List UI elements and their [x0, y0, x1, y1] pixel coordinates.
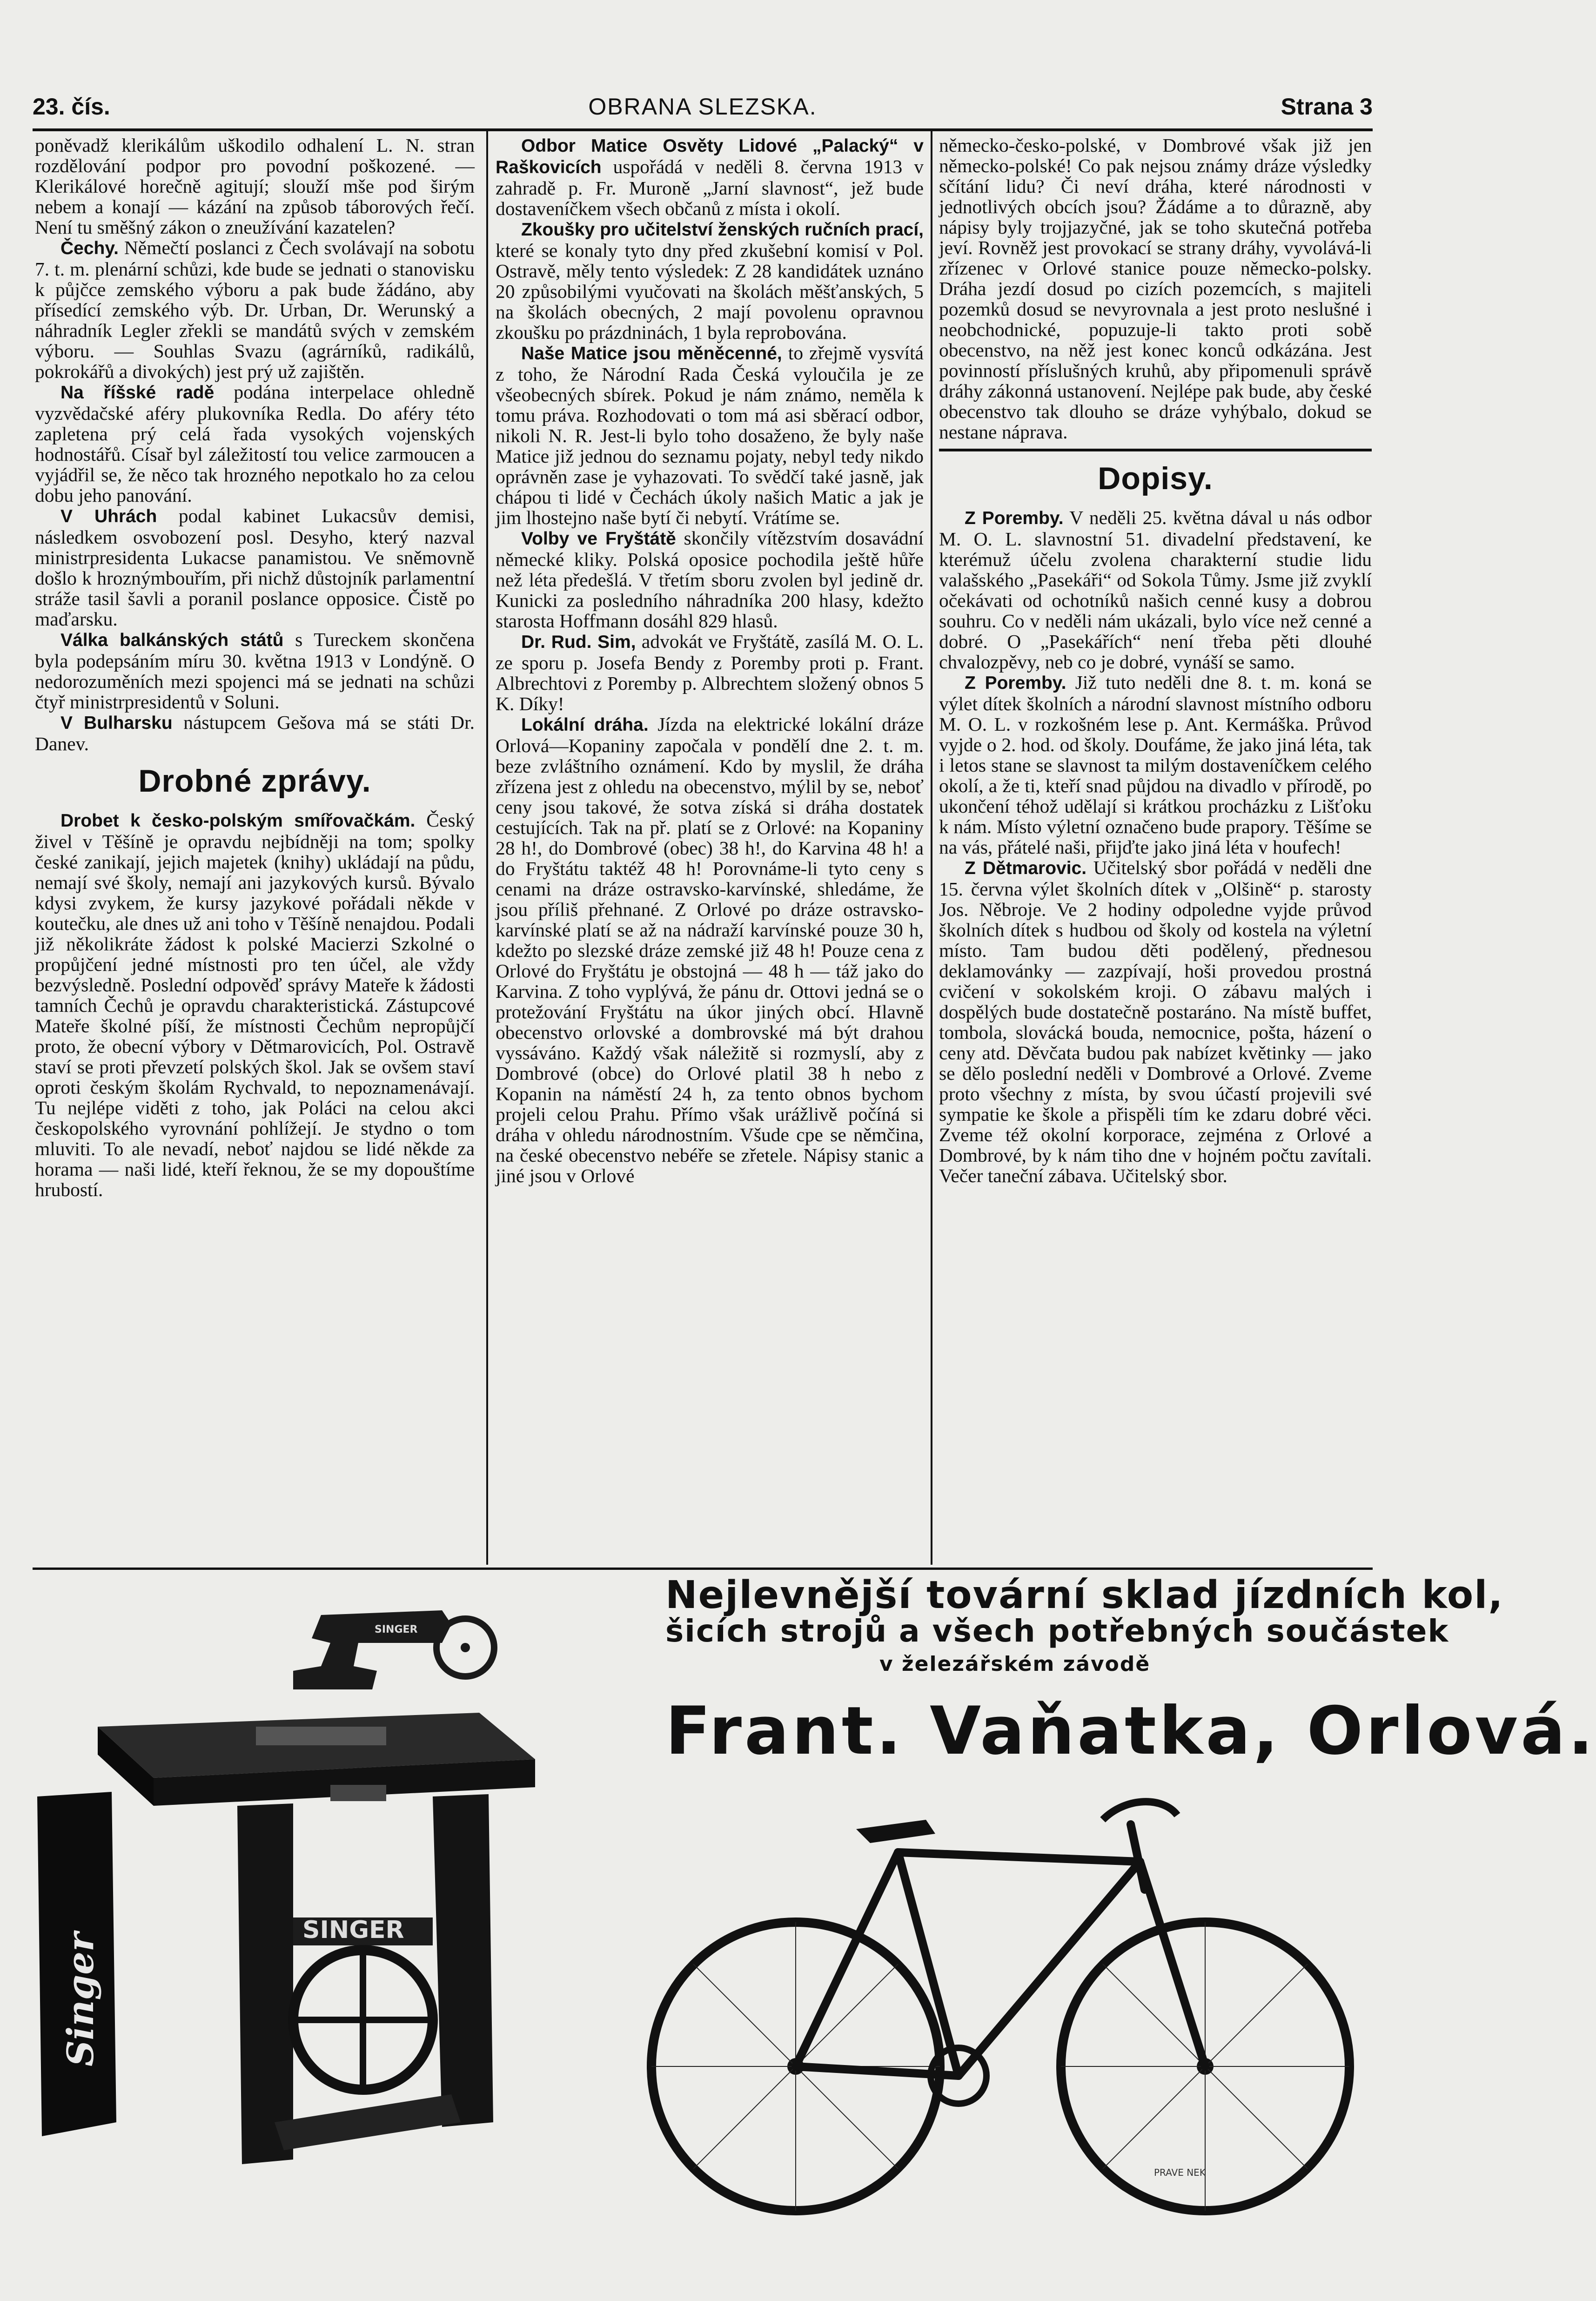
section-rule: [939, 449, 1372, 451]
news-item: Na říšské radě podána interpelace ohledně vyzvědačské aféry plukovníka Redla. Do aféry této zapletena prý celá řada vysokých vojenských hodnostářů. Císař byl záležitostí tou velice zarmoucen a vyjádřil se, že něco tak hrozného nepotkalo ho za celou dobu jeho panování.: [35, 381, 475, 506]
news-item: Dr. Rud. Sim, advokát ve Fryštátě, zasílá M. O. L. ze sporu p. Josefa Bendy z Poremby proti p. Frant. Albrechtovi z Poremby p. Albrechtem složený obnos 5 K. Díky!: [496, 631, 924, 714]
column-divider: [486, 131, 488, 1565]
section-heading: Dopisy.: [1098, 461, 1213, 496]
news-item: Volby ve Fryštátě skončily vítězstvím dosavádní německé kliky. Polská oposice pochodila ještě hůře než léta předešlá. V třetím sboru zvolen byl jedině dr. Kunicki za posledního náhradníka 200 hlasy, kdežto starosta Hoffmann dosáhl 829 hlasů.: [496, 527, 924, 632]
news-item: Drobet k česko-polským smířovačkám. Český živel v Těšíně je opravdu nejbídněji na tom; spolky české zanikají, jejich majetek (knihy) ukládají na půdu, nemají své školy, nemají ani jazykových kursů. Bývalo kdysi zvykem, že kursy jazykové pořádali někde v koutečku, ale dnes už ani toho v Těšíně nenajdou. Podali již několikráte žádost k polské Macierzi Szkolné o propůjčení jedné místnosti pro ten účel, ale vždy bezvýsledně. Poslední odpověď správy Mateře k žádosti tamních Čechů je opravdu charakteristická. Zástupcové Mateře školné píší, že místnosti Čechům nepropůjčí proto, že obecní výbory v Dětmarovicích, Pol. Ostravě staví se proti převzetí polských škol. Jak se ovšem staví oproti českým školám Rychvald, to nepoznamenávají. Tu nejlépe viděti z toho, jak Poláci na celou akci českopolského vyrovnání pohlížejí. Je stydno o tom mluviti. To ale nevadí, neboť najdou se lidé někde za horama — naši lidé, kteří řeknou, že se my dopouštíme hrubostí.: [35, 809, 475, 1200]
engraver-mark: PRAVE NEK: [1154, 2167, 1206, 2178]
news-item: Naše Matice jsou měněcenné, to zřejmě vysvítá z toho, že Národní Rada Česká vyloučila je ze všeobecných sbírek. Pokud je nám známo, neměla k tomu práva. Rozhodovati o tom má asi sběrací odbor, nikoli N. R. Jest-li bylo toho dosaženo, že byly naše Matice již jednou do seznamu pojaty, nebyl tedy nikdo oprávněn zase je vyhazovati. To svědčí také jasně, jak chápou ti lidé v Čechách úkoly našich Matic a jak je jim lhostejno naše bytí či nebytí. Vrátíme se.: [496, 342, 924, 528]
article-continued: poněvadž klerikálům uškodilo odhalení L. N. stran rozdělování podpor pro povodní poškozené. — Klerikálové horečně agitují; slouží mše pod širým nebem a konají — kázání na způsob táborových řečí. Není tu směšný zákon o zneužívání kazatelen?: [35, 135, 475, 238]
page-number: Strana 3: [1281, 94, 1373, 120]
advert-rule: [33, 1568, 1373, 1570]
header-rule: [33, 128, 1373, 131]
wheel-hub: [461, 1643, 470, 1652]
machine-bed: [256, 1727, 386, 1745]
ad-subline: šicích strojů a všech potřebných součástek: [665, 1613, 1449, 1649]
news-item: Lokální dráha. Jízda na elektrické lokální dráze Orlová—Kopaniny započala v pondělí dne 2. t. m. beze zvláštního oznámení. Kdo by myslil, že dráha zřízena jest z ohledu na obecenstvo, mýlil by se, neboť ceny jsou takové, že sotva získá si dráha dostatek cestujících. Tak na př. platí se z Orlové: na Kopaniny 28 h!, do Dombrové (obec) 38 h!, do Karvina 48 h! a do Fryštátu taktéž 48 h! Porovnáme-li tyto ceny s cenami na dráze ostravsko-karvínské, shledáme, že jsou příliš přehnané. Z Orlové po dráze ostravsko-karvínské platí se až na nádraží karvínské pouze 30 h, kdežto po slezské dráze zemské již 48 h! Pouze cena z Orlové do Fryštátu je obstojná — 48 h — táž jako do Karvina. Z toho vyplývá, že pánu dr. Ottovi jedná se o protežování Fryštátu na úkor jiných obcí. Hlavně obecenstvo orlovské a dombrovské má být drahou vyssáváno. Každý však náležitě si rozmyslí, aby z Dombrové (obce) do Orlové platil 38 h nebo z Kopanin na náměstí 24 h, za tento obnos bychom projeli celou Prahu. Přímo však urážlivě počíná si dráha v ohledu národnostním. Všude cpe se němčina, na české obecenstvo nebéře se zřetele. Nápisy stanic a jiné jsou v Orlové: [496, 713, 924, 1186]
advertisement: [33, 1573, 1596, 2243]
handlebar: [1103, 1802, 1177, 1820]
column-divider: [931, 131, 932, 1565]
issue-number: 23. čís.: [33, 94, 110, 120]
cover-brand: Singer: [60, 1932, 102, 2066]
section-heading: Drobné zprávy.: [138, 763, 371, 799]
news-item: Z Poremby. V neděli 25. května dával u nás odbor M. O. L. slavnostní 51. divadelní představení, ke kterémuž účelu zvolena charakterní studie lidu valašského „Pasekáři“ od Sokola Tůmy. Jsme již zvyklí očekávati od ochotníků našich cenné kusy a dobrou souhru. Co v neděli nám ukázali, bylo více než cenné a dobré. O „Pasekářích“ není třeba pěti dlouhé chvalozpěvy, neb co je dobré, vynáší se samo.: [939, 507, 1372, 673]
news-item: Zkoušky pro učitelství ženských ručních prací, které se konaly tyto dny před zkušební komisí v Pol. Ostravě, měly tento výsledek: Z 28 kandidátek uznáno 20 způsobilými vyučovati na školách měšťanských, 5 na školách obecných, 2 mají povolenu opravnou zkoušku po prázdninách, 1 byla reprobována.: [496, 220, 924, 343]
drawer: [330, 1785, 386, 1801]
bicycle-illustration: [637, 1787, 1373, 2243]
page-header: [33, 93, 1373, 126]
news-item: Odbor Matice Osvěty Lidové „Palacký“ v Raškovicích uspořádá v neděli 8. června 1913 v zahradě p. Fr. Muroně „Jarní slavnost“, jež bude dostaveníčkem všech občanů z místa i okolí.: [496, 136, 924, 219]
machine-head: [293, 1610, 451, 1689]
ad-company: Frant. Vaňatka, Orlová.: [665, 1693, 1596, 1769]
sewing-machine-illustration: [33, 1573, 656, 2234]
stand-right-leg: [433, 1794, 493, 2127]
news-item: Válka balkánských států s Tureckem skončena byla podepsáním míru 30. května 1913 v Londýně. O nedorozuměních mezi spojenci má se jednati na schůzi čtyř ministrpresidentů v Soluni.: [35, 629, 475, 713]
treadle: [275, 2094, 461, 2150]
news-item: Z Poremby. Již tuto neděli dne 8. t. m. koná se výlet dítek školních a národní slavnost místního odboru M. O. L. v rozkošném lese p. Ant. Kermáška. Průvod vyjde o 2. hod. od školy. Doufáme, že jako jiná léta, tak i letos stane se slavnost ta milým dostaveníčkem celého okolí, a že ti, kteří snad půjdou na divadlo v přírodě, po ukončení téhož udělají si krátkou procházku z Lišťoku k nám. Místo výletní označeno bude prapory. Těšíme se na vás, přátelé naši, přijďte jako jiná léta v houfech!: [939, 672, 1372, 858]
column-3: [939, 135, 1372, 1186]
stand-left-leg: [237, 1803, 293, 2164]
bicycle-frame: [796, 1824, 1205, 2076]
saddle: [856, 1820, 935, 1843]
column-2: [496, 135, 924, 1186]
stand-brand: SINGER: [302, 1916, 404, 1944]
news-item: Čechy. Němečtí poslanci z Čech svolávají na sobotu 7. t. m. plenární schůzi, kde bude se jednati o stanovisku k půjčce zemského výboru a pak bude žádáno, aby přísedící zemského výb. Dr. Urban, Dr. Werunský a náhradník Legler zřekli se mandátů svých v zemském výboru. — Souhlas Svazu (agrárníků, radikálů, pokrokářů a divokých) jest prý už zajištěn.: [35, 237, 475, 382]
machine-brand: SINGER: [375, 1624, 418, 1635]
column-1: [35, 135, 475, 1200]
ad-headline: Nejlevnější tovární sklad jízdních kol,: [665, 1573, 1504, 1617]
ad-location: v železářském závodě: [879, 1652, 1151, 1676]
news-item: Z Dětmarovic. Učitelský sbor pořádá v neděli dne 15. června výlet školních dítek v „Olšině“ p. starosty Jos. Něbroje. Ve 2 hodiny odpoledne vyjde průvod školních dítek s hudbou od školy od kostela na výletní místo. Tam budou děti podělený, přednesou deklamovánky — zazpívají, hoši provedou prostná cvičení v sokolském kroji. O zábavu malých i dospělých bude dostatečně postaráno. Na místě buffet, tombola, slovácká bouda, nemocnice, pošta, házení o ceny atd. Děvčata budou pak nabízet květinky — jako se dělo poslední neděli v Dombrové a Orlové. Zveme proto všechny z místa, by svou účastí projevili své sympatie ke škole a přispěli tím ke zdaru dobré věci. Zveme též okolní korporace, zejména z Orlové a Dombrové, by k nám tiho dne v hojném počtu zavítali. Večer taneční zábava. Učitelský sbor.: [939, 857, 1372, 1186]
news-item: V Uhrách podal kabinet Lukacsův demisi, následkem osvobození posl. Desyho, který nazval ministrpresidenta Lukacse panamistou. Ve sněmovně došlo k hroznýmbouřím, při nichž důstojník parlamentní stráže tasil šavli a poranil poslance opposice. Čistě po maďarsku.: [35, 505, 475, 630]
newspaper-title: OBRANA SLEZSKA.: [588, 94, 817, 120]
article-continued: německo-česko-polské, v Dombrové však již jen německo-polské! Co pak nejsou známy dráze výsledky sčítání lidu? Či neví dráha, které národnosti v jednotlivých obcích jsou? Žádáme a to důrazně, aby nápisy byly trojjazyčné, jak se toho skutečná potřeba jeví. Rovněž jest provokací se strany dráhy, vyvolává-li zřízenec v Orlové stanice pouze německo-polsky. Dráha jezdí dosud po cizích pozemcích, s majiteli pozemků dosud se nevyrovnala a jest proto neslušné i neobchodnické, popuzuje-li takto proti sobě obecenstvo, na něž jest konec konců odkázána. Jest povinností příslušných kruhů, aby připomenuli správě dráhy zákonná ustanovení. Nejlépe pak bude, aby české obecenstvo tak dlouho se dráze vyhýbalo, dokud se nestane náprava.: [939, 135, 1372, 443]
spokes: [651, 1922, 1349, 2211]
news-item: V Bulharsku nástupcem Gešova má se státi Dr. Danev.: [35, 712, 475, 754]
